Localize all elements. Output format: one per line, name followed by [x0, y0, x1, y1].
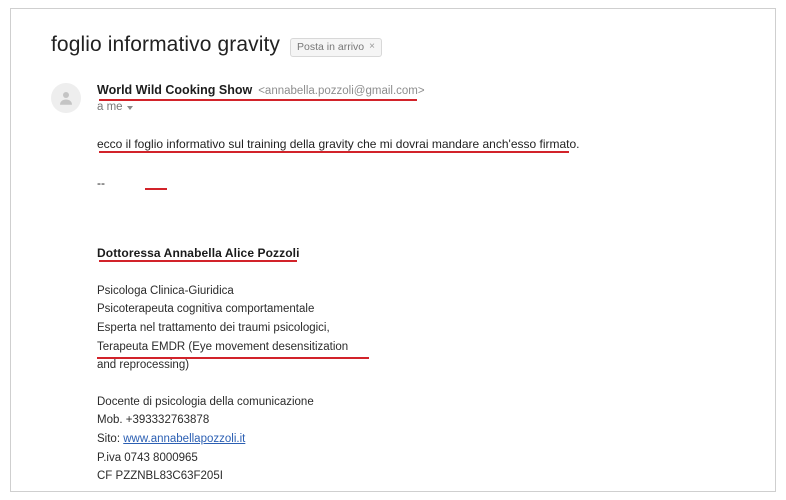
signature-vat: P.iva 0743 8000965 [97, 451, 198, 464]
email-frame [10, 8, 776, 492]
email-signature [51, 244, 751, 486]
email-message [51, 25, 751, 486]
signature-role: Docente di psicologia della comunicazione [97, 395, 314, 408]
close-icon[interactable]: × [369, 40, 375, 52]
highlight-underline-separator [145, 188, 167, 190]
signature-fiscal-code: CF PZZNBL83C63F205I [97, 470, 223, 483]
website-link[interactable]: www.annabellapozzoli.it [123, 433, 246, 445]
label-chip-text: Posta in arrivo [297, 40, 365, 53]
qualification-line: Esperta nel trattamento dei traumi psicologici, [97, 321, 330, 334]
highlight-underline-signature-name [99, 260, 297, 262]
signature-website-line [97, 430, 751, 449]
status-badge[interactable] [290, 38, 382, 57]
sender-line [97, 83, 751, 97]
highlight-underline-body [99, 151, 569, 153]
signature-contacts [97, 393, 751, 486]
body-paragraph: ecco il foglio informativo sul training della gravity che mi dovrai mandare anch'esso firmato. [97, 137, 580, 151]
recipient-label: a me [97, 101, 123, 113]
signature-mobile: Mob. +393332763878 [97, 414, 210, 427]
highlight-underline-vat [97, 357, 369, 359]
signature-name: Dottoressa Annabella Alice Pozzoli [97, 246, 300, 261]
website-label: Sito: [97, 433, 121, 445]
highlight-underline-sender [99, 99, 417, 101]
separator-text: -- [97, 175, 105, 190]
qualification-line: Psicologa Clinica-Giuridica [97, 284, 234, 297]
sender-email[interactable]: <annabella.pozzoli@gmail.com> [258, 85, 425, 97]
avatar [51, 83, 81, 113]
signature-qualifications [97, 282, 751, 375]
sender-block [51, 83, 751, 113]
page-title: foglio informativo gravity [51, 33, 281, 56]
qualification-line: Psicoterapeuta cognitiva comportamentale [97, 303, 315, 316]
signature-separator [97, 174, 751, 193]
subject-row [51, 33, 751, 57]
qualification-line: and reprocessing) [97, 359, 190, 372]
email-body [51, 135, 751, 192]
recipient-line[interactable] [97, 101, 751, 113]
qualification-line: Terapeuta EMDR (Eye movement desensitization [97, 340, 349, 353]
chevron-down-icon[interactable] [127, 106, 133, 110]
sender-name: World Wild Cooking Show [97, 83, 253, 97]
